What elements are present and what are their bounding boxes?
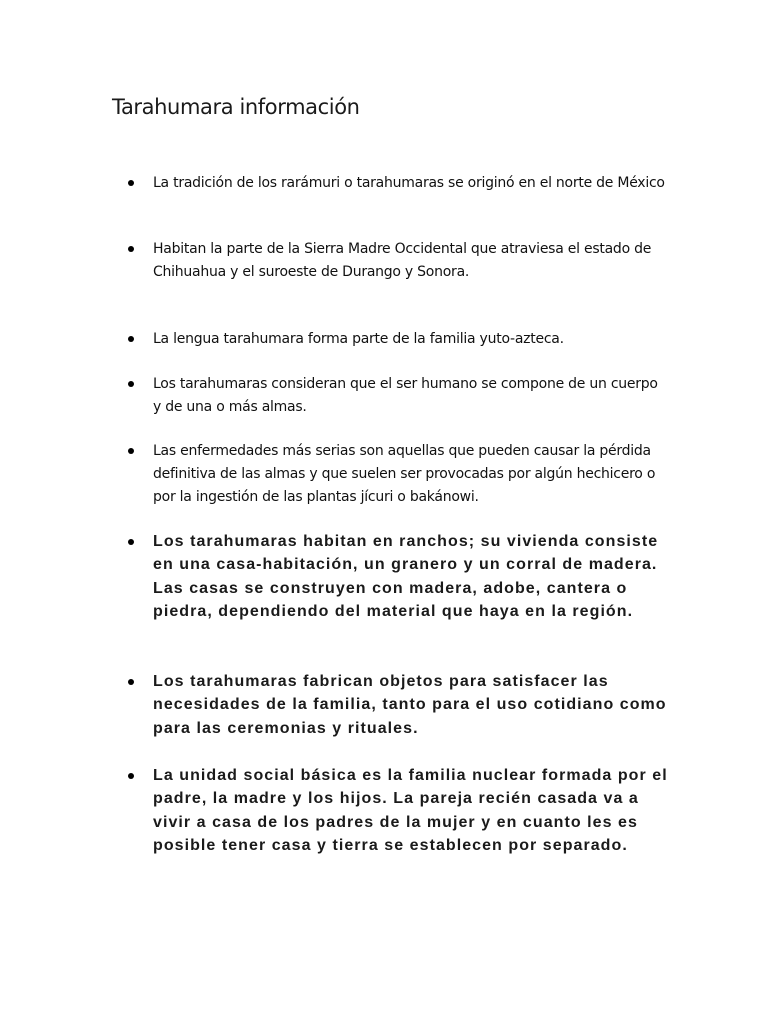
bullet-icon — [128, 336, 134, 342]
document-title: Tarahumara información — [112, 95, 360, 119]
list-item-text: Los tarahumaras fabrican objetos para satisfacer las necesidades de la familia, tanto para el uso cotidiano como para las ceremonias y rituales. — [153, 673, 667, 737]
list-item — [128, 670, 668, 740]
list-item — [128, 373, 668, 419]
bullet-icon — [128, 246, 134, 252]
list-item — [128, 530, 668, 623]
bullet-icon — [128, 539, 134, 545]
bullet-icon — [128, 773, 134, 779]
bullet-icon — [128, 448, 134, 454]
list-item-text: Las enfermedades más serias son aquellas que pueden causar la pérdida definitiva de las almas y que suelen ser provocadas por algún hechicero o por la ingestión de las plantas jícuri o bakánowi. — [153, 443, 656, 505]
list-item-text: Los tarahumaras consideran que el ser humano se compone de un cuerpo y de una o más almas. — [153, 376, 658, 415]
list-item — [128, 238, 668, 284]
list-item-text: La tradición de los rarámuri o tarahumaras se originó en el norte de México — [153, 175, 665, 191]
list-item-text: La lengua tarahumara forma parte de la familia yuto-azteca. — [153, 331, 564, 347]
list-item — [128, 328, 668, 351]
list-item — [128, 440, 668, 509]
list-item-text: Habitan la parte de la Sierra Madre Occidental que atraviesa el estado de Chihuahua y el suroeste de Durango y Sonora. — [153, 241, 652, 280]
bullet-icon — [128, 679, 134, 685]
list-item-text: Los tarahumaras habitan en ranchos; su vivienda consiste en una casa-habitación, un granero y un corral de madera. Las casas se construyen con madera, adobe, cantera o piedra, dependiendo del material que haya en la región. — [153, 533, 659, 620]
list-item — [128, 172, 668, 195]
list-item — [128, 764, 668, 857]
bullet-icon — [128, 381, 134, 387]
list-item-text: La unidad social básica es la familia nuclear formada por el padre, la madre y los hijos. La pareja recién casada va a vivir a casa de los padres de la mujer y en cuanto les es posible tener casa y tierra se establecen por separado. — [153, 767, 668, 854]
bullet-icon — [128, 180, 134, 186]
